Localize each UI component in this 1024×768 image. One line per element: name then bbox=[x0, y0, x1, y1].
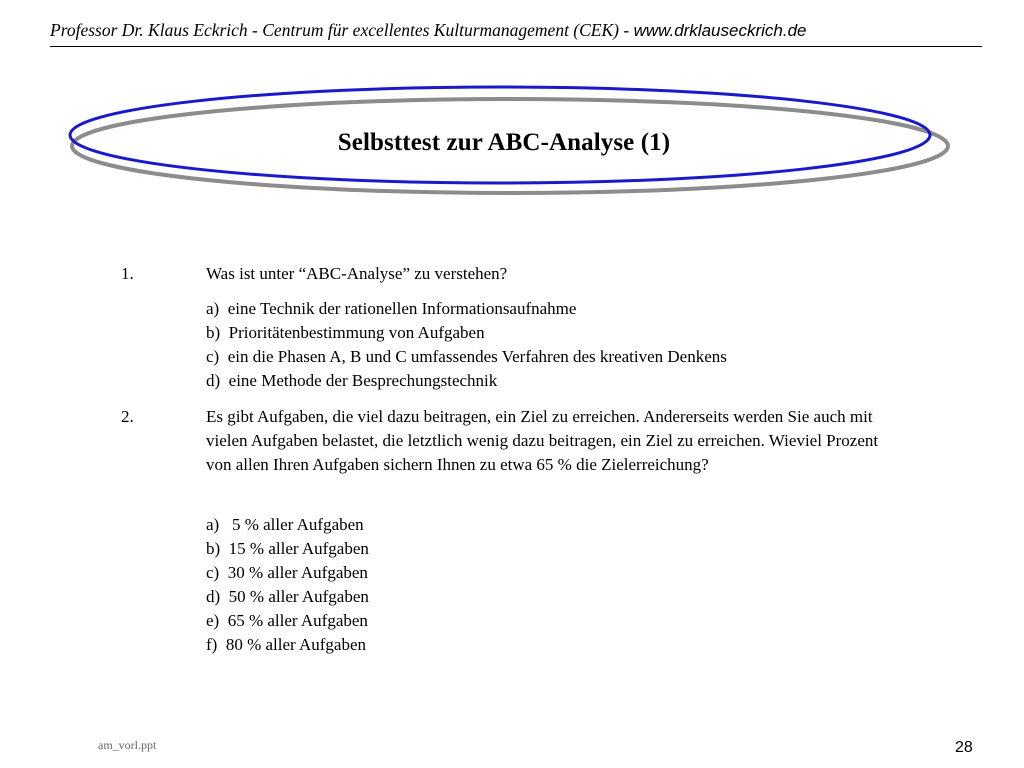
slide-header bbox=[50, 20, 982, 46]
header-author-text: Professor Dr. Klaus Eckrich - Centrum für excellentes Kulturmanagement (CEK) bbox=[50, 20, 619, 40]
slide-title: Selbsttest zur ABC-Analyse (1) bbox=[337, 129, 671, 156]
question-1-text: Was ist unter “ABC-Analyse” zu verstehen? bbox=[206, 264, 508, 283]
header-separator: - bbox=[619, 20, 634, 40]
question-1-options bbox=[206, 297, 727, 393]
question-1-option-b: b) Prioritätenbestimmung von Aufgaben bbox=[206, 323, 485, 342]
question-2-options bbox=[206, 513, 369, 657]
question-2-option-d: d) 50 % aller Aufgaben bbox=[206, 587, 369, 606]
question-1-option-d: d) eine Methode der Besprechungstechnik bbox=[206, 371, 498, 390]
question-2-number: 2. bbox=[121, 407, 134, 426]
question-2-option-c: c) 30 % aller Aufgaben bbox=[206, 563, 368, 582]
question-1-option-a: a) eine Technik der rationellen Informationsaufnahme bbox=[206, 299, 577, 318]
footer-filename: am_vorl.ppt bbox=[98, 738, 157, 752]
header-divider bbox=[50, 46, 982, 47]
question-2-option-b: b) 15 % aller Aufgaben bbox=[206, 539, 369, 558]
page-number: 28 bbox=[955, 739, 973, 756]
question-2-option-a: a) 5 % aller Aufgaben bbox=[206, 515, 364, 534]
question-2-option-e: e) 65 % aller Aufgaben bbox=[206, 611, 368, 630]
question-2-option-f: f) 80 % aller Aufgaben bbox=[206, 635, 367, 654]
question-2-text: Es gibt Aufgaben, die viel dazu beitragen, ein Ziel zu erreichen. Andererseits werden Sie auch mit vielen Aufgaben belastet, die letztlich wenig dazu beitragen, ein Ziel zu erreichen. Wieviel Prozent von allen Ihren Aufgaben sichern Ihnen zu etwa 65 % die Zielerreichung? bbox=[206, 407, 879, 474]
header-website-link[interactable]: www.drklauseckrich.de bbox=[633, 21, 807, 40]
question-1-option-c: c) ein die Phasen A, B und C umfassendes Verfahren des kreativen Denkens bbox=[206, 347, 727, 366]
question-1-number: 1. bbox=[121, 264, 134, 283]
